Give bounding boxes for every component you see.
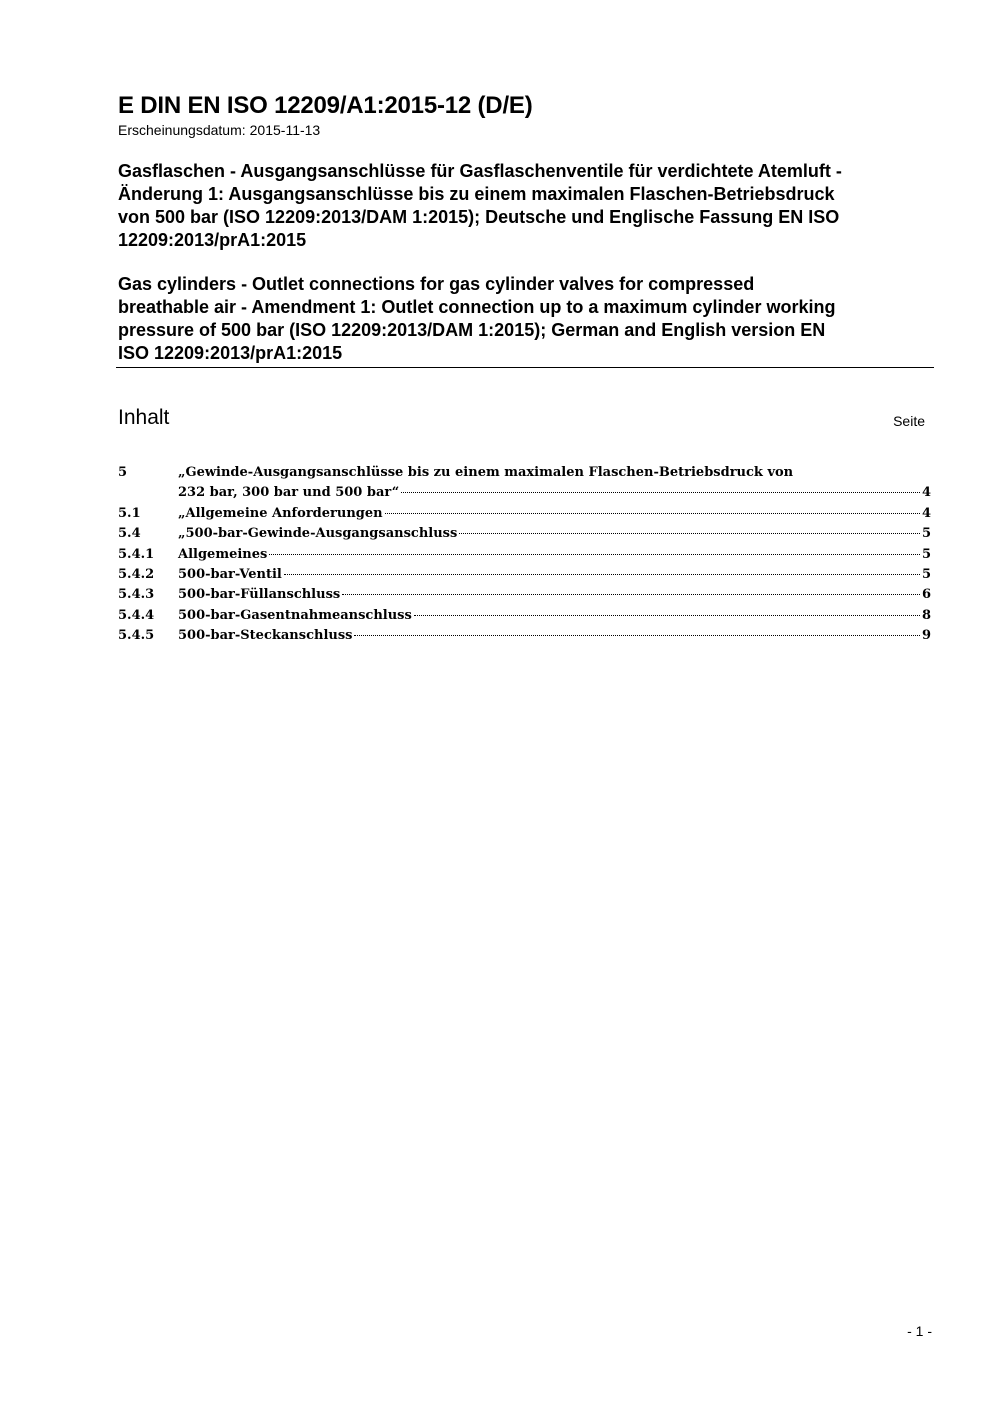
toc-entry[interactable] [118,585,931,605]
toc-entry[interactable] [118,504,931,524]
toc-entry-page: 5 [921,546,931,562]
toc-page-column-label: Seite [893,413,925,429]
english-title [118,273,933,365]
english-title-line: breathable air - Amendment 1: Outlet connection up to a maximum cylinder working [118,297,836,317]
german-title-line: Gasflaschen - Ausgangsanschlüsse für Gasflaschenventile für verdichtete Atemluft - [118,161,842,181]
toc-entry-page: 4 [921,485,931,501]
english-title-line: ISO 12209:2013/prA1:2015 [118,343,343,363]
toc-dot-leader [385,513,920,514]
toc-entry-text: 500-bar-Steckanschluss [178,628,353,644]
toc-entry-number: 5.4.2 [118,566,155,582]
english-title-line: pressure of 500 bar (ISO 12209:2013/DAM 1:2015); German and English version EN [118,320,826,340]
toc-entry-page: 6 [921,587,931,603]
toc-entry-text: „500-bar-Gewinde-Ausgangsanschluss [178,526,458,542]
toc-entry-text: 500-bar-Füllanschluss [178,587,341,603]
toc-entry-text: Allgemeines [178,546,268,562]
toc-entry-page: 5 [921,526,931,542]
toc-entry-number: 5.1 [118,505,141,521]
toc-entry[interactable] [118,626,931,646]
toc-entry[interactable] [118,565,931,585]
toc-dot-leader [284,574,920,575]
english-title-line: Gas cylinders - Outlet connections for gas cylinder valves for compressed [118,274,755,294]
german-title-line: von 500 bar (ISO 12209:2013/DAM 1:2015); Deutsche und Englische Fassung EN ISO [118,207,840,227]
publication-date [118,122,320,138]
toc-dot-leader [401,492,920,493]
toc-entry-text: 232 bar, 300 bar und 500 bar“ [178,485,400,501]
toc-entry-number: 5 [118,465,128,480]
german-title-line: 12209:2013/prA1:2015 [118,230,307,250]
toc-entry-number: 5.4.5 [118,628,155,644]
german-title-line: Änderung 1: Ausgangsanschlüsse bis zu einem maximalen Flaschen-Betriebsdruck [118,184,835,204]
toc-entry[interactable] [118,545,931,565]
title-divider [116,367,934,368]
toc-dot-leader [342,594,920,595]
toc-entry-number: 5.4.4 [118,607,155,623]
toc-entry-page: 9 [921,628,931,644]
toc-entry[interactable] [118,524,931,544]
toc-entry-text: 500-bar-Gasentnahmeanschluss [178,607,412,623]
toc-dot-leader [354,635,919,636]
table-of-contents [118,463,931,647]
publication-date-label: Erscheinungsdatum: [118,122,246,138]
publication-date-value: 2015-11-13 [249,122,321,138]
toc-dot-leader [459,533,920,534]
toc-entry-number: 5.4.3 [118,587,155,603]
toc-entry-text: 500-bar-Ventil [178,566,282,582]
toc-dot-leader [414,615,920,616]
toc-entry-number: 5.4 [118,526,141,542]
toc-entry-text: „Gewinde-Ausgangsanschlüsse bis zu einem maximalen Flaschen-Betriebsdruck von [178,465,794,480]
toc-dot-leader [269,554,920,555]
toc-entry-number: 5.4.1 [118,546,155,562]
german-title [118,160,933,252]
document-title: E DIN EN ISO 12209/A1:2015-12 (D/E) [118,92,533,119]
toc-entry-text: „Allgemeine Anforderungen [178,505,383,521]
page-number: - 1 - [907,1323,932,1339]
toc-entry-page: 8 [921,607,931,623]
toc-entry[interactable] [118,463,931,504]
toc-entry-page: 4 [921,505,931,521]
toc-entry[interactable] [118,606,931,626]
toc-entry-page: 5 [921,566,931,582]
toc-heading: Inhalt [118,406,170,429]
